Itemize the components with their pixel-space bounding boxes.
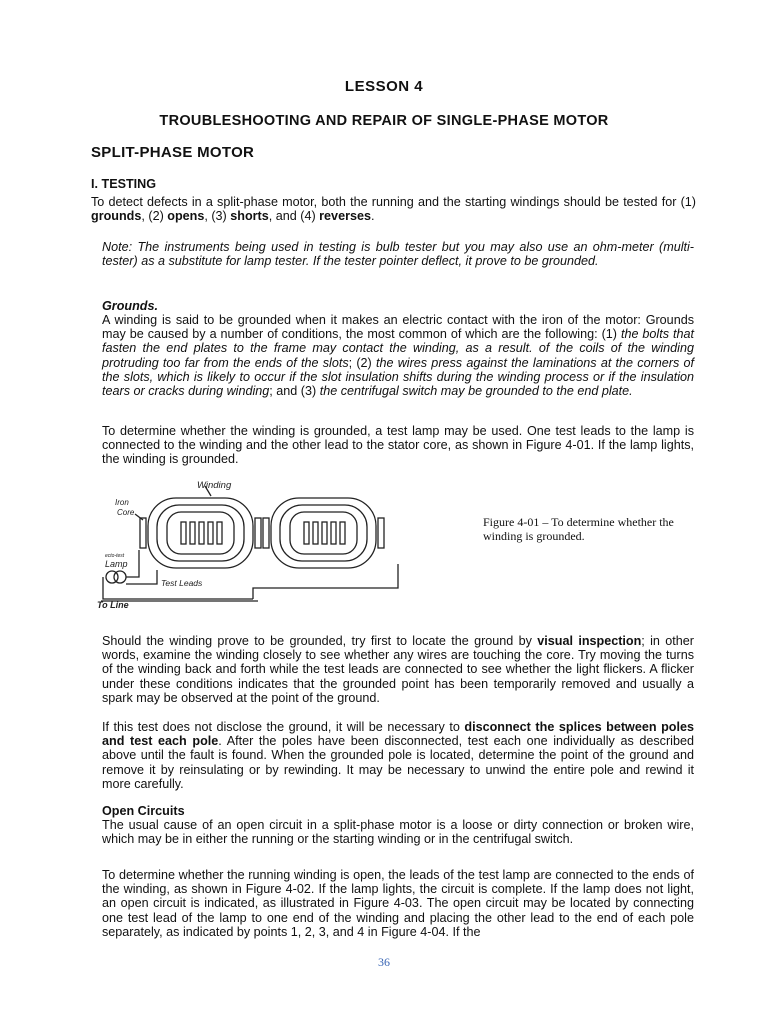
page-title: TROUBLESHOOTING AND REPAIR OF SINGLE-PHASE MOTOR — [159, 113, 609, 129]
winding-label: Winding — [197, 480, 232, 491]
right-stator — [263, 498, 384, 568]
iron-label: Iron — [115, 498, 129, 507]
running-winding-paragraph: To determine whether the running winding is open, the leads of the test lamp are connected to the ends of the winding, as shown in Figure 4-02. If the lamp lights, the circuit is complete. If the lamp does not light, an open circuit is indicated, as illustrated in Figure 4-03. The open circuit may be located by connecting one test lead of the lamp to one end of the winding and placing the other lead to the end of each pole separately, as indicated by points 1, 2, 3, and 4 in Figure 4-04. If the — [102, 868, 694, 939]
note-paragraph: Note: The instruments being used in testing is bulb tester but you may also use an ohm-meter (multi-tester) as a substitute for lamp tester. If the tester pointer deflect, it prove to be grounded. — [102, 240, 694, 269]
lamp-label: Lamp — [105, 559, 128, 569]
testing-heading: I. TESTING — [91, 177, 157, 191]
page-number: 36 — [378, 955, 390, 969]
grounds-paragraph: A winding is said to be grounded when it makes an electric contact with the iron of the motor: Grounds may be caused by a number of conditions, the most common of which are the following: (1) the bolts that fasten the end plates to the frame may contact the winding, as a result. of the coils of the winding protruding too far from the ends of the slots; (2) the wires press against the laminations at the corners of the slots, which is likely to occur if the slot insulation shifts during the winding process or if the insulation tears or cracks during winding; and (3) the centrifugal switch may be grounded to the end plate. — [102, 313, 695, 399]
test-leads-label: Test Leads — [161, 578, 203, 588]
left-stator — [140, 498, 261, 568]
core-label: Core — [117, 508, 135, 517]
open-circuits-paragraph: The usual cause of an open circuit in a split-phase motor is a loose or dirty connection or broken wire, which may be in either the running or the starting winding or in the centrifugal switch. — [102, 818, 694, 847]
figure-caption: Figure 4-01 – To determine whether the winding is grounded. — [483, 515, 674, 543]
disconnect-paragraph: If this test does not disclose the ground, it will be necessary to disconnect the splices between poles and test each pole. After the poles have been disconnected, test each one individually as described above until the fault is found. When the grounded pole is located, determine the point of the ground and remove it by reinsulating or by rewinding. It may be necessary to unwind the entire pole and rewind it more carefully. — [102, 720, 694, 791]
grounds-heading: Grounds. — [102, 299, 158, 313]
to-line-label: To Line — [97, 600, 129, 610]
open-circuits-heading: Open Circuits — [102, 804, 185, 818]
lesson-number: LESSON 4 — [344, 78, 424, 95]
lamp-sublabel: ecto-test — [105, 553, 125, 559]
determine-paragraph: To determine whether the winding is grounded, a test lamp may be used. One test leads to the lamp is connected to the winding and the other lead to the stator core, as shown in Figure 4-01. If the lamp lights, the winding is grounded. — [102, 424, 694, 467]
figure-4-01-diagram — [93, 474, 408, 614]
testing-intro: To detect defects in a split-phase motor, both the running and the starting windings should be tested for (1) grounds, (2) opens, (3) shorts, and (4) reverses. — [91, 195, 696, 224]
section-heading: SPLIT-PHASE MOTOR — [91, 144, 255, 161]
visual-inspection-paragraph: Should the winding prove to be grounded, try first to locate the ground by visual inspection; in other words, examine the winding closely to see whether any wires are touching the core. Try moving the turns of the winding back and forth while the test leads are connected to see whether the light flickers. A flicker under these conditions indicates that the grounded point has been temporarily removed and usually a spark may be observed at the point of the ground. — [102, 634, 694, 705]
